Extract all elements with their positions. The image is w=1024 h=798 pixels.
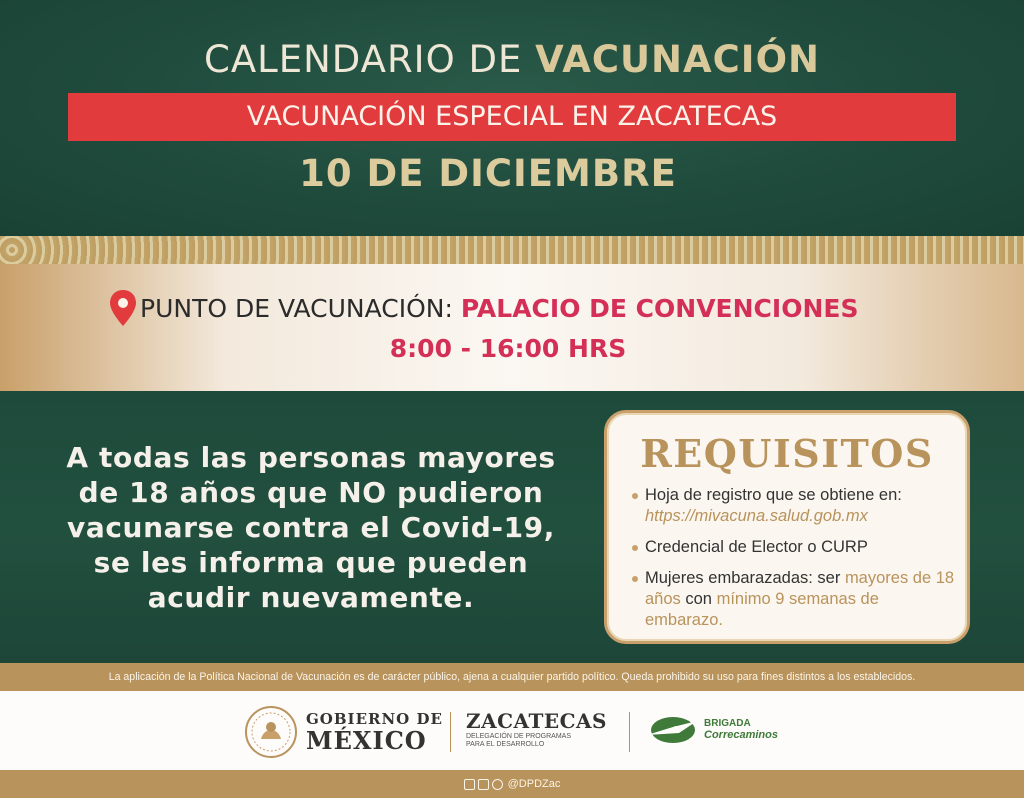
req-item1-text: Hoja de registro que se obtiene en: bbox=[645, 486, 902, 504]
notice-line: vacunarse contra el Covid-19, bbox=[67, 511, 555, 544]
registration-link[interactable]: https://mivacuna.salud.gob.mx bbox=[645, 507, 868, 525]
logo-divider bbox=[450, 712, 451, 752]
page-title bbox=[0, 38, 1024, 81]
mexico-seal-icon bbox=[244, 705, 298, 759]
req-item3-mid: con bbox=[685, 590, 712, 608]
brigada-bird-icon bbox=[643, 715, 701, 745]
event-date: 10 DE DICIEMBRE bbox=[299, 152, 677, 195]
footer bbox=[0, 770, 1024, 798]
req-item3-gold2: mínimo 9 semanas de embarazo. bbox=[645, 590, 879, 629]
req-item3-gold1: mayores de 18 años bbox=[645, 569, 955, 608]
list-item bbox=[631, 485, 961, 527]
req-item3-text: Mujeres embarazadas: ser bbox=[645, 569, 841, 587]
location-label: PUNTO DE VACUNACIÓN: bbox=[140, 293, 453, 323]
title-bold: VACUNACIÓN bbox=[535, 38, 820, 81]
title-prefix: CALENDARIO DE bbox=[203, 38, 536, 81]
notice-line: acudir nuevamente. bbox=[147, 581, 475, 614]
zac-line1: ZACATECAS bbox=[466, 709, 607, 733]
twitter-icon[interactable] bbox=[478, 779, 489, 790]
zac-line3: PARA EL DESARROLLO bbox=[466, 741, 545, 748]
banner: VACUNACIÓN ESPECIAL EN ZACATECAS bbox=[68, 93, 956, 141]
req-item2-text: Credencial de Elector o CURP bbox=[645, 538, 868, 556]
list-item bbox=[631, 568, 961, 631]
list-item bbox=[631, 537, 961, 558]
brig-line2: Correcaminos bbox=[704, 729, 778, 741]
zac-line2: DELEGACIÓN DE PROGRAMAS bbox=[466, 733, 572, 740]
notice-text bbox=[46, 440, 576, 615]
facebook-icon[interactable] bbox=[464, 779, 475, 790]
social-handle[interactable]: @DPDZac bbox=[507, 778, 561, 790]
notice-line: A todas las personas mayores bbox=[66, 441, 556, 474]
instagram-icon[interactable] bbox=[492, 779, 503, 790]
requisitos-list bbox=[631, 485, 961, 641]
disclaimer: La aplicación de la Política Nacional de Vacunación es de carácter público, ajena a cualquier partido político. Queda prohibido su uso para fines distintos a los establecidos. bbox=[0, 663, 1024, 691]
gob-line2: MÉXICO bbox=[306, 726, 427, 755]
requisitos-card bbox=[604, 410, 970, 644]
zacatecas-logo bbox=[466, 709, 607, 749]
location-line bbox=[108, 286, 858, 330]
requisitos-title: REQUISITOS bbox=[640, 431, 934, 476]
gobierno-mexico-logo bbox=[306, 710, 443, 754]
gob-line1: GOBIERNO DE bbox=[306, 710, 443, 728]
hours: 8:00 - 16:00 HRS bbox=[389, 334, 627, 363]
notice-line: de 18 años que NO pudieron bbox=[78, 476, 544, 509]
brig-line1: BRIGADA bbox=[704, 718, 751, 729]
brigada-logo bbox=[704, 718, 778, 741]
logo-divider bbox=[629, 712, 630, 752]
ornament-band bbox=[0, 236, 1024, 264]
location-place: PALACIO DE CONVENCIONES bbox=[460, 293, 859, 323]
map-pin-icon bbox=[108, 288, 138, 328]
notice-line: se les informa que pueden bbox=[93, 546, 529, 579]
